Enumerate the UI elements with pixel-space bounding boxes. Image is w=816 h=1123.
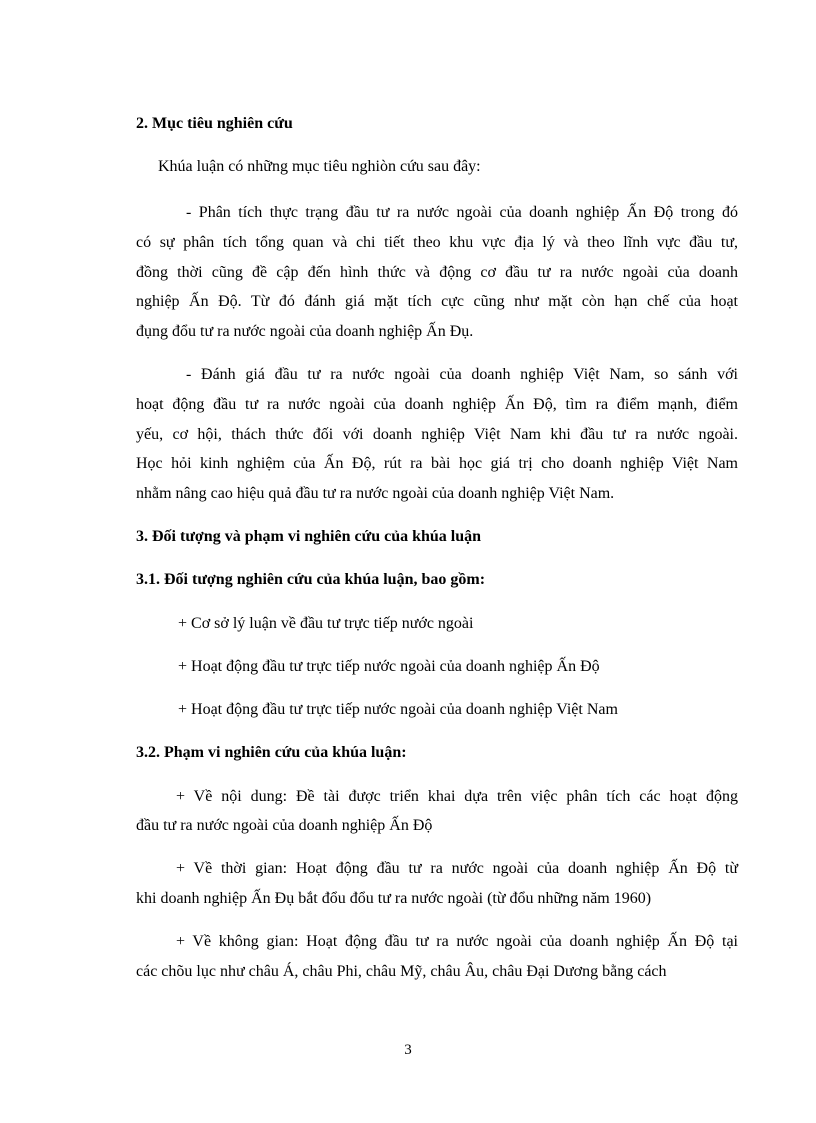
scope-list-item: + Cơ sở lý luận về đầu tư trực tiếp nước ngoài bbox=[178, 615, 474, 632]
paragraph-line: có sự phân tích tổng quan và chi tiết theo khu vực địa lý và theo lĩnh vực đầu tư, bbox=[136, 234, 738, 251]
paragraph-line: + Về nội dung: Đề tài được triển khai dựa trên việc phân tích các hoạt động bbox=[176, 788, 738, 805]
paragraph-line: nhằm nâng cao hiệu quả đầu tư ra nước ngoài của doanh nghiệp Việt Nam. bbox=[136, 485, 615, 502]
paragraph-line: đụng đổu tư ra nước ngoài của doanh nghiệp Ấn Đụ. bbox=[136, 323, 474, 340]
section-3-1-heading: 3.1. Đối tượng nghiên cứu của khúa luận, bao gồm: bbox=[136, 571, 486, 588]
scope-list-item: + Hoạt động đầu tư trực tiếp nước ngoài của doanh nghiệp Việt Nam bbox=[178, 701, 618, 718]
paragraph-line: khi doanh nghiệp Ấn Đụ bắt đổu đổu tư ra nước ngoài (từ đổu những năm 1960) bbox=[136, 890, 652, 907]
paragraph-line: đồng thời cũng đề cập đến hình thức và động cơ đầu tư ra nước ngoài của doanh bbox=[136, 264, 738, 281]
paragraph-line: Học hỏi kinh nghiệm của Ấn Độ, rút ra bài học giá trị cho doanh nghiệp Việt Nam bbox=[136, 455, 738, 472]
paragraph-line: đầu tư ra nước ngoài của doanh nghiệp Ấn Độ bbox=[136, 817, 433, 834]
paragraph-line: nghiệp Ấn Độ. Từ đó đánh giá mặt tích cực cũng như mặt còn hạn chế của hoạt bbox=[136, 293, 738, 310]
section-3-heading: 3. Đối tượng và phạm vi nghiên cứu của khúa luận bbox=[136, 528, 482, 545]
section-2-heading: 2. Mục tiêu nghiên cứu bbox=[136, 115, 293, 132]
paragraph-line: hoạt động đầu tư ra nước ngoài của doanh nghiệp Ấn Độ, tìm ra điểm mạnh, điểm bbox=[136, 396, 738, 413]
paragraph-line: yếu, cơ hội, thách thức đối với doanh nghiệp Việt Nam khi đầu tư ra nước ngoài. bbox=[136, 426, 738, 443]
paragraph-line: các chõu lục như châu Á, châu Phi, châu Mỹ, châu Âu, châu Đại Dương bằng cách bbox=[136, 963, 667, 980]
scope-list-item: + Hoạt động đầu tư trực tiếp nước ngoài của doanh nghiệp Ấn Độ bbox=[178, 658, 600, 675]
paragraph-line: - Đánh giá đầu tư ra nước ngoài của doanh nghiệp Việt Nam, so sánh với bbox=[186, 366, 738, 383]
page-number: 3 bbox=[404, 1042, 412, 1058]
paragraph-line: + Về thời gian: Hoạt động đầu tư ra nước ngoài của doanh nghiệp Ấn Độ từ bbox=[176, 860, 738, 877]
section-2-intro: Khúa luận có những mục tiêu nghiòn cứu sau đây: bbox=[158, 158, 481, 175]
paragraph-line: - Phân tích thực trạng đầu tư ra nước ngoài của doanh nghiệp Ấn Độ trong đó bbox=[186, 204, 738, 221]
paragraph-line: + Về không gian: Hoạt động đầu tư ra nước ngoài của doanh nghiệp Ấn Độ tại bbox=[176, 933, 738, 950]
section-3-2-heading: 3.2. Phạm vi nghiên cứu của khúa luận: bbox=[136, 744, 407, 761]
